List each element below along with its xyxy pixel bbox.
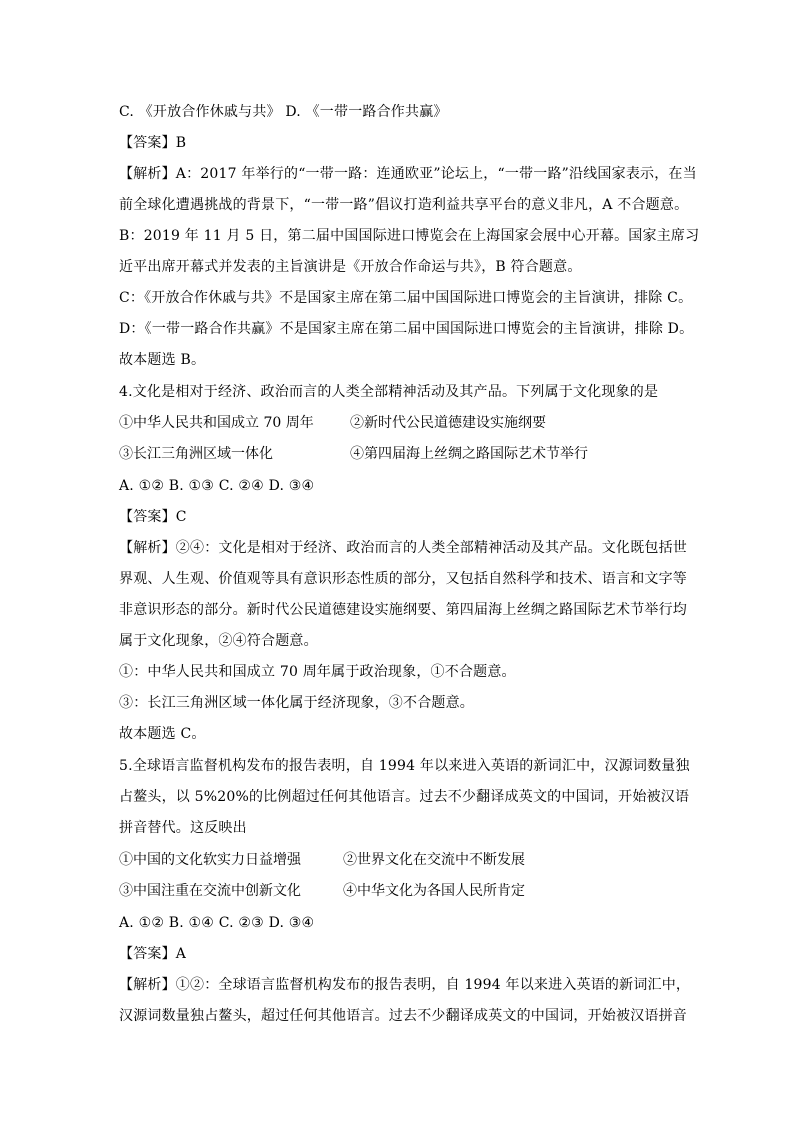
q4-option-4: ④第四届海上丝绸之路国际艺术节举行 — [350, 446, 588, 462]
q4-choices: A. ①② B. ①③ C. ②④ D. ③④ — [119, 478, 315, 494]
q3-explanation-line-1: 【解析】A：2017 年举行的“一带一路：连通欧亚”论坛上，“一带一路”沿线国家表示，在当 — [119, 166, 697, 182]
q4-explanation-line-1: 【解析】②④：文化是相对于经济、政治而言的人类全部精神活动及其产品。文化既包括世 — [119, 540, 687, 556]
q4-explanation-line-3: 非意识形态的部分。新时代公民道德建设实施纲要、第四届海上丝绸之路国际艺术节举行均 — [119, 602, 687, 618]
q4-explanation-line-6: ③：长江三角洲区域一体化属于经济现象，③不合题意。 — [119, 695, 474, 711]
q4-option-1: ①中华人民共和国成立 70 周年 — [119, 415, 314, 431]
q5-option-1: ①中国的文化软实力日益增强 — [119, 852, 301, 868]
q4-conclusion: 故本题选 C。 — [119, 726, 206, 742]
q5-choices: A. ①② B. ①④ C. ②③ D. ③④ — [119, 915, 315, 931]
q3-explanation-line-6: D：《一带一路合作共赢》不是国家主席在第二届中国国际进口博览会的主旨演讲，排除 D。 — [119, 321, 694, 337]
q4-explanation-line-2: 界观、人生观、价值观等具有意识形态性质的部分，又包括自然科学和技术、语言和文字等 — [119, 571, 687, 587]
q3-conclusion: 故本题选 B。 — [119, 352, 206, 368]
q3-explanation-line-5: C：《开放合作休戚与共》不是国家主席在第二届中国国际进口博览会的主旨演讲，排除 C。 — [119, 290, 693, 306]
q5-option-2: ②世界文化在交流中不断发展 — [343, 852, 525, 868]
q5-option-3: ③中国注重在交流中创新文化 — [119, 883, 301, 899]
q4-option-3: ③长江三角洲区域一体化 — [119, 446, 273, 462]
q5-explanation-line-2: 汉源词数量独占鳌头，超过任何其他语言。过去不少翻译成英文的中国词，开始被汉语拼音 — [119, 1008, 687, 1024]
q5-option-4: ④中华文化为各国人民所肯定 — [343, 883, 525, 899]
q3-options-cd: C. 《开放合作休戚与共》 D. 《一带一路合作共赢》 — [119, 104, 448, 120]
q3-explanation-line-4: 近平出席开幕式并发表的主旨演讲是《开放合作命运与共》，B 符合题意。 — [119, 259, 582, 275]
q5-stem-line-2: 占鳌头，以 5%20%的比例超过任何其他语言。过去不少翻译成英文的中国词，开始被汉语 — [119, 789, 690, 805]
q5-answer: 【答案】A — [119, 946, 187, 962]
q5-stem-line-3: 拼音替代。这反映出 — [119, 820, 247, 836]
q5-stem-line-1: 5.全球语言监督机构发布的报告表明，自 1994 年以来进入英语的新词汇中，汉源词数量独 — [119, 758, 690, 774]
q5-explanation-line-1: 【解析】①②：全球语言监督机构发布的报告表明，自 1994 年以来进入英语的新词汇中， — [119, 977, 691, 993]
q3-explanation-line-3: B：2019 年 11 月 5 日，第二届中国国际进口博览会在上海国家会展中心开幕。国家主席习 — [119, 228, 700, 244]
q3-explanation-line-2: 前全球化遭遇挑战的背景下，“一带一路”倡议打造利益共享平台的意义非凡，A 不合题意。 — [119, 197, 689, 213]
q4-explanation-line-4: 属于文化现象，②④符合题意。 — [119, 633, 318, 649]
q4-stem: 4.文化是相对于经济、政治而言的人类全部精神活动及其产品。下列属于文化现象的是 — [119, 384, 659, 400]
q4-answer: 【答案】C — [119, 509, 187, 525]
q3-answer: 【答案】B — [119, 135, 187, 151]
q4-explanation-line-5: ①：中华人民共和国成立 70 周年属于政治现象，①不合题意。 — [119, 664, 516, 680]
q4-option-2: ②新时代公民道德建设实施纲要 — [350, 415, 546, 431]
